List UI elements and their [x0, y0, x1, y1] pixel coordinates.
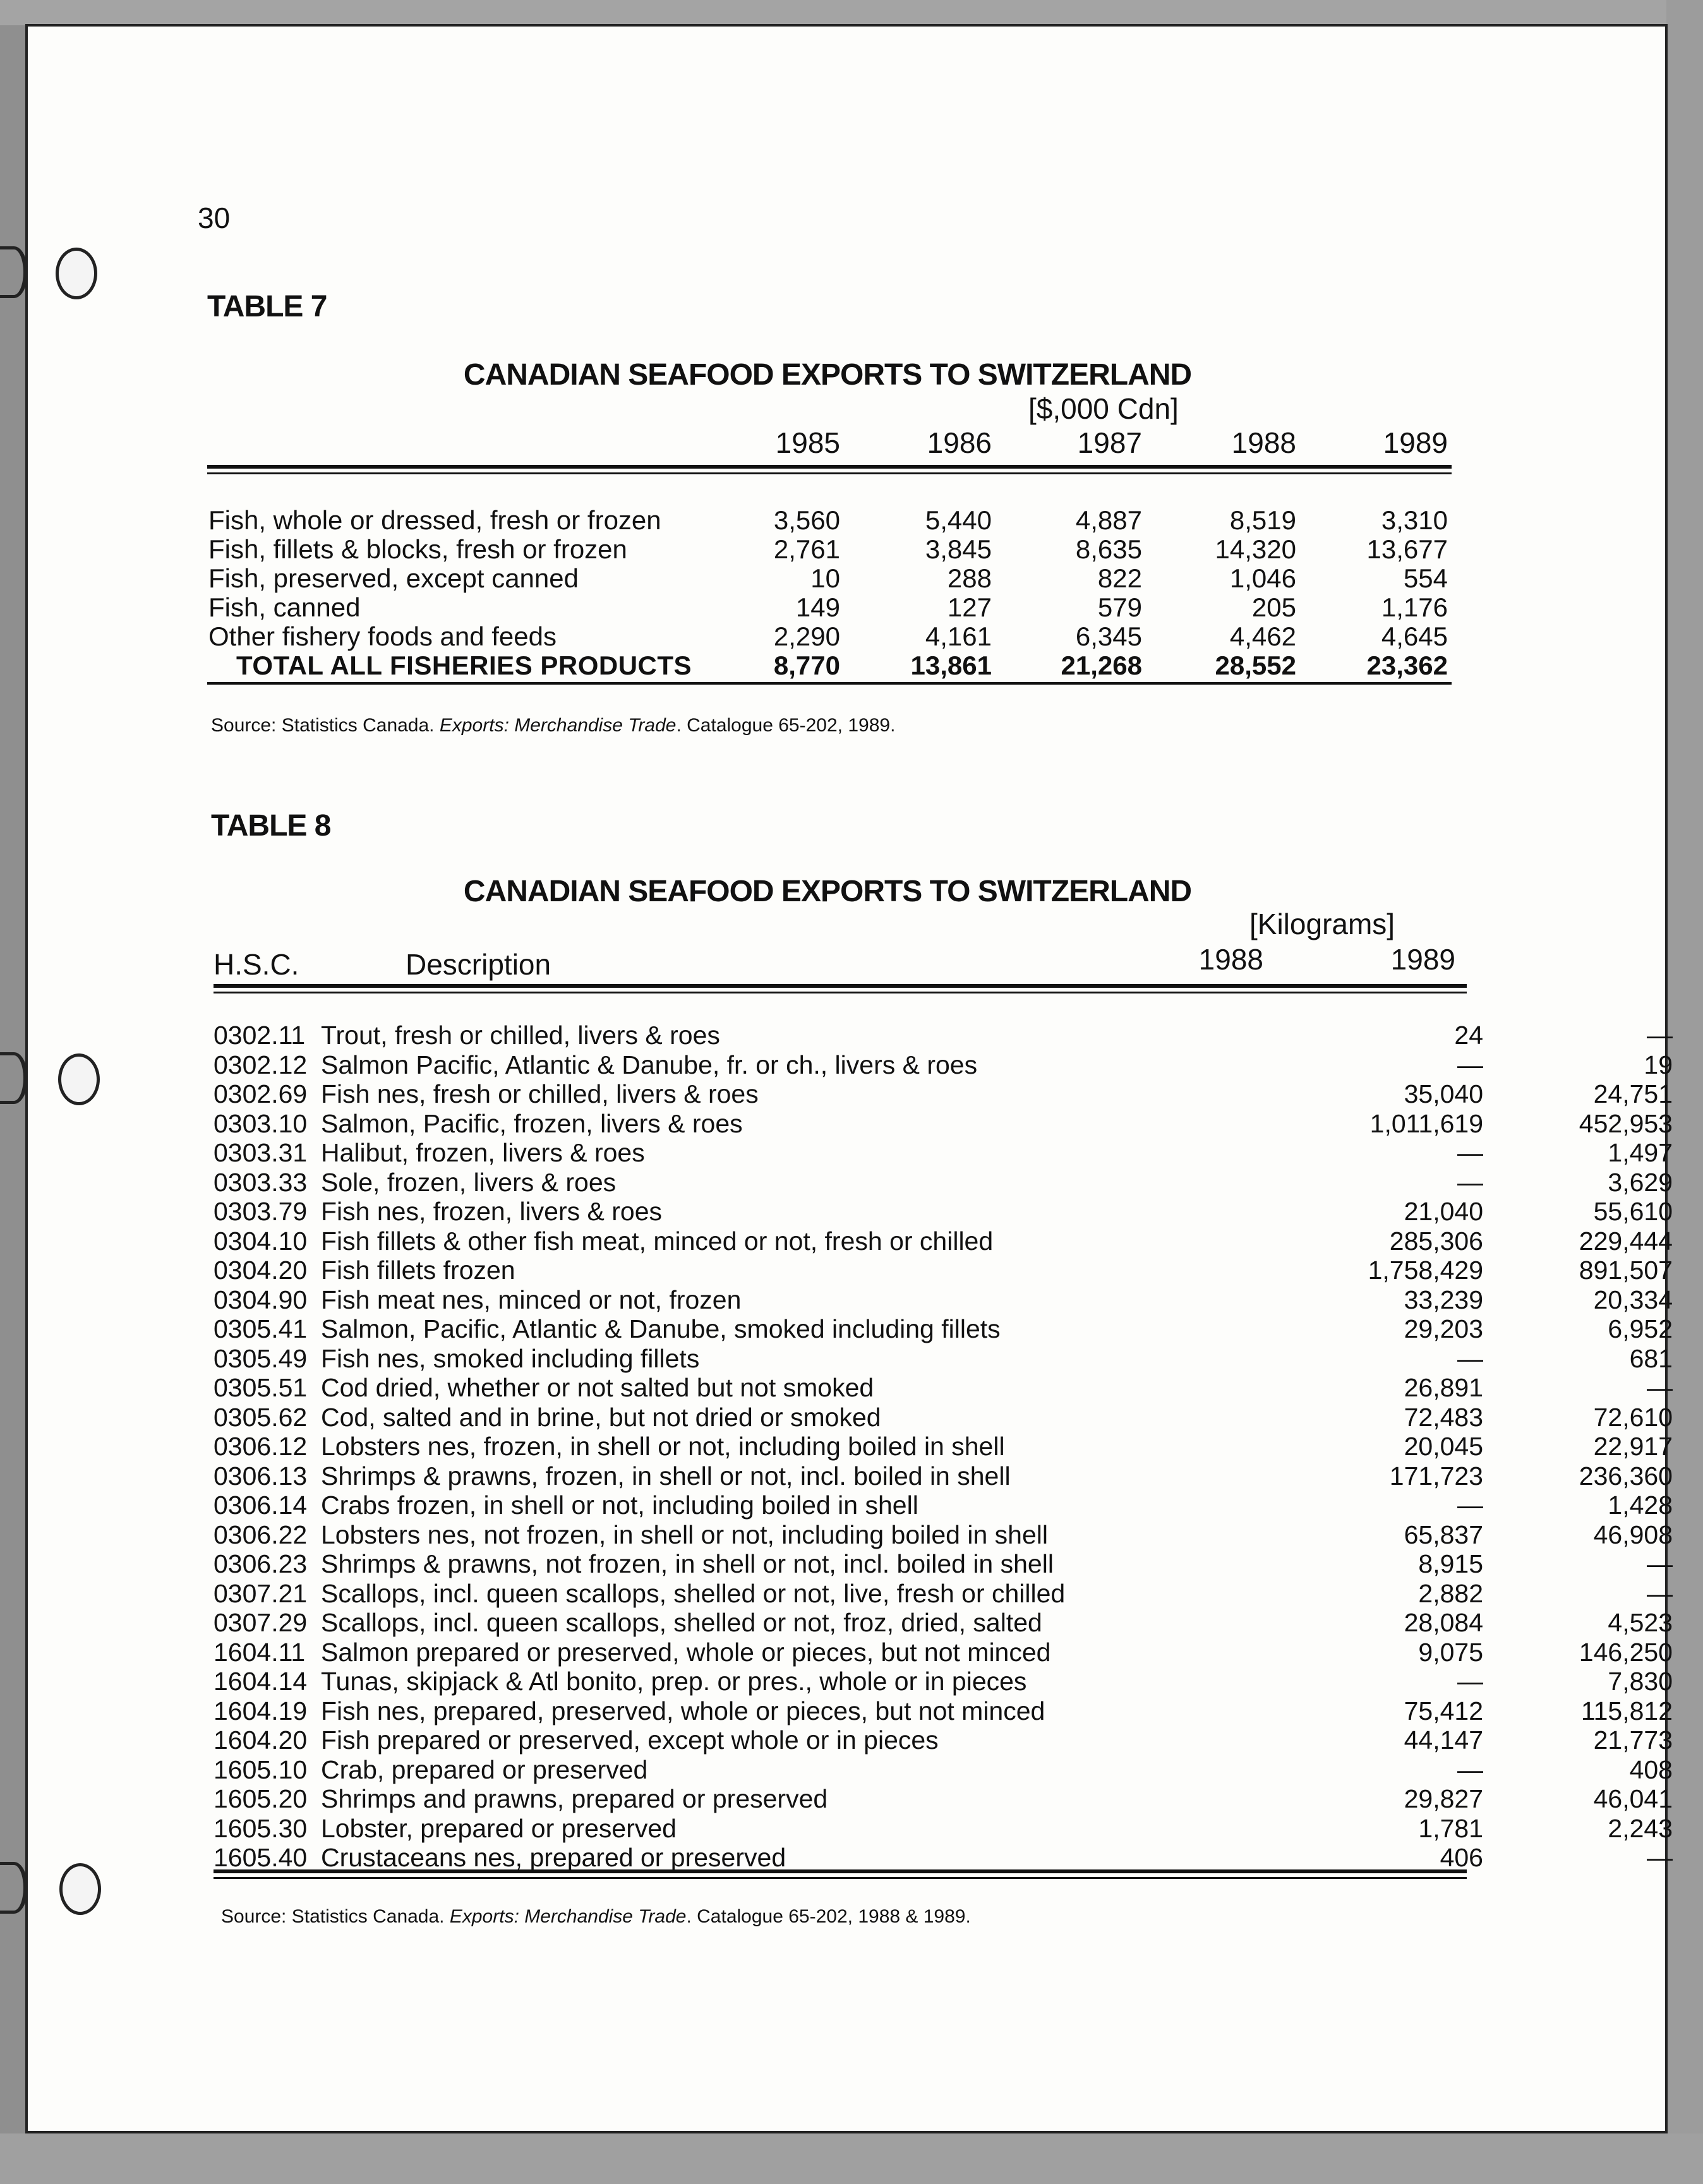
cell-value-1989: — [1647, 1373, 1673, 1402]
row-label: Fish, fillets & blocks, fresh or frozen [208, 534, 627, 564]
description: Salmon Pacific, Atlantic & Danube, fr. or ch., livers & roes [321, 1050, 978, 1079]
row-label: Fish, canned [208, 592, 361, 622]
cell-value: 4,645 [1381, 621, 1448, 651]
cell-value: 127 [947, 592, 992, 622]
description: Lobsters nes, not frozen, in shell or not, including boiled in shell [321, 1520, 1048, 1549]
table-row [214, 1373, 1673, 1402]
table-row [214, 1608, 1673, 1637]
cell-value-1989: 115,812 [1580, 1696, 1673, 1725]
cell-value-1989: 1,497 [1608, 1138, 1673, 1167]
cell-value: 14,320 [1215, 534, 1296, 564]
hsc-code: 0303.10 [214, 1108, 308, 1138]
column-header-hsc: H.S.C. [214, 948, 299, 981]
table-row [208, 505, 1459, 534]
cell-value-1989: 1,428 [1608, 1491, 1673, 1520]
cell-value: 149 [795, 592, 840, 622]
row-label: Other fishery foods and feeds [208, 621, 557, 651]
source-text: Source: Statistics Canada. [211, 715, 440, 736]
table-row [214, 1784, 1673, 1813]
table-7-year-header: 1985 [775, 426, 840, 459]
table-row [214, 1667, 1673, 1696]
table-row [214, 1197, 1673, 1226]
page-number: 30 [198, 201, 231, 234]
binder-hole-icon [0, 1052, 28, 1104]
cell-value: 288 [947, 563, 992, 593]
cell-value: 4,462 [1229, 621, 1296, 651]
cell-value-1989: — [1647, 1549, 1673, 1578]
hsc-code: 0302.69 [214, 1079, 308, 1108]
description: Crab, prepared or preserved [321, 1755, 648, 1784]
cell-value-1988: — [1457, 1167, 1483, 1197]
description: Fish prepared or preserved, except whole or in pieces [321, 1725, 939, 1755]
cell-value-1989: 19 [1644, 1050, 1673, 1079]
cell-value-1988: 2,882 [1418, 1578, 1483, 1608]
cell-value: 2,290 [773, 621, 840, 651]
hsc-code: 0306.13 [214, 1461, 308, 1491]
hsc-code: 0304.10 [214, 1226, 308, 1256]
binder-hole-icon [58, 1053, 100, 1105]
cell-value: 2,761 [773, 534, 840, 564]
cell-value-1989: 681 [1629, 1343, 1673, 1373]
description: Cod dried, whether or not salted but not smoked [321, 1373, 874, 1402]
hsc-code: 0302.12 [214, 1050, 308, 1079]
table-7-unit: [$,000 Cdn] [1028, 392, 1179, 425]
description: Fish fillets & other fish meat, minced or not, fresh or chilled [321, 1226, 994, 1256]
cell-value: 10 [810, 563, 840, 593]
cell-value: 1,046 [1229, 563, 1296, 593]
cell-value-1989: 891,507 [1579, 1256, 1673, 1285]
table-row [214, 1637, 1673, 1667]
hsc-code: 0306.23 [214, 1549, 308, 1578]
table-row [214, 1578, 1673, 1608]
source-text: Source: Statistics Canada. [221, 1906, 450, 1927]
hsc-code: 1604.19 [214, 1696, 308, 1725]
hsc-code: 0305.62 [214, 1402, 308, 1432]
description: Fish fillets frozen [321, 1256, 515, 1285]
scan-border-bottom [0, 2133, 1703, 2184]
cell-value-1989: 229,444 [1579, 1226, 1673, 1256]
description: Salmon, Pacific, frozen, livers & roes [321, 1108, 743, 1138]
cell-value-1989: 22,917 [1593, 1432, 1673, 1461]
hsc-code: 0303.31 [214, 1138, 308, 1167]
description: Shrimps and prawns, prepared or preserved [321, 1784, 828, 1813]
table-8-source [221, 1906, 971, 1928]
total-label: TOTAL ALL FISHERIES PRODUCTS [236, 651, 692, 680]
table-row [214, 1079, 1673, 1108]
hsc-code: 0306.12 [214, 1432, 308, 1461]
hsc-code: 1604.11 [214, 1637, 306, 1667]
table-7-header-rule [207, 465, 1452, 474]
hsc-code: 1605.20 [214, 1784, 308, 1813]
cell-value-1988: 285,306 [1389, 1226, 1483, 1256]
source-publication: Exports: Merchandise Trade [439, 715, 677, 736]
description: Crabs frozen, in shell or not, including boiled in shell [321, 1491, 918, 1520]
hsc-code: 0304.20 [214, 1256, 308, 1285]
cell-value-1989: 146,250 [1579, 1637, 1673, 1667]
description: Lobster, prepared or preserved [321, 1813, 677, 1843]
cell-value-1988: 1,011,619 [1369, 1108, 1483, 1138]
cell-value-1988: 44,147 [1404, 1725, 1483, 1755]
cell-value: 13,677 [1366, 534, 1448, 564]
table-row [214, 1432, 1673, 1461]
cell-value-1988: 35,040 [1404, 1079, 1483, 1108]
table-row [214, 1285, 1673, 1314]
table-7-label: TABLE 7 [207, 290, 327, 323]
cell-value-1988: — [1457, 1755, 1483, 1784]
cell-value-1988: — [1457, 1343, 1483, 1373]
hsc-code: 0305.49 [214, 1343, 308, 1373]
table-row [208, 534, 1459, 563]
table-total-row [208, 651, 1459, 680]
cell-value-1989: — [1647, 1843, 1673, 1872]
table-row [214, 1549, 1673, 1578]
cell-value-1989: — [1647, 1578, 1673, 1608]
cell-value-1989: 452,953 [1579, 1108, 1673, 1138]
cell-value: 3,560 [773, 505, 840, 535]
table-row [214, 1725, 1673, 1755]
table-row [214, 1256, 1673, 1285]
source-text: . Catalogue 65-202, 1989. [676, 715, 896, 736]
cell-value-1988: 26,891 [1404, 1373, 1483, 1402]
total-value: 13,861 [910, 651, 992, 680]
hsc-code: 1604.14 [214, 1667, 308, 1696]
cell-value-1988: 33,239 [1404, 1285, 1483, 1314]
cell-value-1989: 4,523 [1608, 1608, 1673, 1637]
cell-value: 8,635 [1075, 534, 1142, 564]
cell-value-1988: 29,827 [1404, 1784, 1483, 1813]
binder-hole-icon [56, 248, 97, 299]
table-row [214, 1696, 1673, 1725]
table-row [208, 592, 1459, 621]
cell-value-1989: 46,908 [1593, 1520, 1673, 1549]
cell-value-1988: — [1457, 1138, 1483, 1167]
table-row [214, 1226, 1673, 1256]
hsc-code: 1605.40 [214, 1843, 308, 1872]
cell-value-1988: 75,412 [1404, 1696, 1483, 1725]
cell-value-1988: 72,483 [1404, 1402, 1483, 1432]
cell-value: 8,519 [1229, 505, 1296, 535]
table-row [214, 1813, 1673, 1843]
description: Fish nes, smoked including fillets [321, 1343, 700, 1373]
table-row [208, 621, 1459, 651]
cell-value-1988: 1,758,429 [1368, 1256, 1483, 1285]
table-7-year-header: 1986 [927, 426, 992, 459]
hsc-code: 1604.20 [214, 1725, 308, 1755]
cell-value-1989: 55,610 [1593, 1197, 1673, 1226]
table-row [214, 1461, 1673, 1491]
cell-value-1989: 20,334 [1593, 1285, 1673, 1314]
table-row [214, 1491, 1673, 1520]
description: Shrimps & prawns, frozen, in shell or not, incl. boiled in shell [321, 1461, 1011, 1491]
cell-value-1988: — [1457, 1491, 1483, 1520]
cell-value-1988: 9,075 [1418, 1637, 1483, 1667]
description: Shrimps & prawns, not frozen, in shell or not, incl. boiled in shell [321, 1549, 1054, 1578]
column-header-year: 1989 [1390, 943, 1455, 976]
cell-value-1988: 171,723 [1389, 1461, 1483, 1491]
cell-value-1989: 72,610 [1593, 1402, 1673, 1432]
total-value: 23,362 [1366, 651, 1448, 680]
description: Halibut, frozen, livers & roes [321, 1138, 645, 1167]
description: Salmon prepared or preserved, whole or pieces, but not minced [321, 1637, 1051, 1667]
source-text: . Catalogue 65-202, 1988 & 1989. [686, 1906, 971, 1927]
binder-hole-icon [0, 1862, 28, 1914]
table-8-title: CANADIAN SEAFOOD EXPORTS TO SWITZERLAND [463, 875, 1192, 908]
cell-value-1988: 1,781 [1418, 1813, 1483, 1843]
description: Scallops, incl. queen scallops, shelled or not, froz, dried, salted [321, 1608, 1042, 1637]
table-7-source [211, 715, 895, 736]
hsc-code: 0306.22 [214, 1520, 308, 1549]
table-row [214, 1343, 1673, 1373]
table-7-title: CANADIAN SEAFOOD EXPORTS TO SWITZERLAND [463, 358, 1192, 392]
description: Tunas, skipjack & Atl bonito, prep. or pres., whole or in pieces [321, 1667, 1027, 1696]
cell-value-1989: 21,773 [1593, 1725, 1673, 1755]
cell-value-1988: 24 [1454, 1021, 1483, 1050]
table-7-year-header: 1989 [1383, 426, 1448, 459]
table-7-bottom-rule [207, 682, 1452, 685]
table-8-header-rule [214, 984, 1467, 993]
total-value: 8,770 [773, 651, 840, 680]
hsc-code: 0305.51 [214, 1373, 308, 1402]
table-7-year-header: 1988 [1231, 426, 1296, 459]
description: Fish nes, fresh or chilled, livers & roes [321, 1079, 759, 1108]
description: Scallops, incl. queen scallops, shelled or not, live, fresh or chilled [321, 1578, 1066, 1608]
cell-value-1989: 24,751 [1593, 1079, 1673, 1108]
table-row [214, 1021, 1673, 1050]
description: Fish nes, frozen, livers & roes [321, 1197, 663, 1226]
hsc-code: 1605.10 [214, 1755, 308, 1784]
description: Salmon, Pacific, Atlantic & Danube, smoked including fillets [321, 1314, 1001, 1343]
hsc-code: 0305.41 [214, 1314, 308, 1343]
table-row [214, 1050, 1673, 1079]
cell-value-1988: 21,040 [1404, 1197, 1483, 1226]
hsc-code: 0306.14 [214, 1491, 308, 1520]
cell-value-1989: 2,243 [1608, 1813, 1673, 1843]
cell-value: 1,176 [1381, 592, 1448, 622]
table-row [208, 563, 1459, 592]
hsc-code: 0303.33 [214, 1167, 308, 1197]
cell-value-1988: 8,915 [1418, 1549, 1483, 1578]
description: Fish nes, prepared, preserved, whole or pieces, but not minced [321, 1696, 1045, 1725]
binder-hole-icon [59, 1863, 101, 1915]
hsc-code: 0307.21 [214, 1578, 308, 1608]
description: Crustaceans nes, prepared or preserved [321, 1843, 786, 1872]
table-row [214, 1138, 1673, 1167]
description: Lobsters nes, frozen, in shell or not, including boiled in shell [321, 1432, 1005, 1461]
cell-value: 822 [1097, 563, 1142, 593]
cell-value-1988: — [1457, 1667, 1483, 1696]
table-row [214, 1314, 1673, 1343]
description: Cod, salted and in brine, but not dried or smoked [321, 1402, 881, 1432]
hsc-code: 0302.11 [214, 1021, 306, 1050]
cell-value: 6,345 [1075, 621, 1142, 651]
cell-value: 3,845 [925, 534, 992, 564]
hsc-code: 0307.29 [214, 1608, 308, 1637]
description: Fish meat nes, minced or not, frozen [321, 1285, 742, 1314]
cell-value-1989: — [1647, 1021, 1673, 1050]
total-value: 28,552 [1215, 651, 1296, 680]
cell-value-1989: 3,629 [1608, 1167, 1673, 1197]
cell-value: 554 [1403, 563, 1448, 593]
hsc-code: 0304.90 [214, 1285, 308, 1314]
cell-value-1989: 46,041 [1593, 1784, 1673, 1813]
description: Sole, frozen, livers & roes [321, 1167, 617, 1197]
cell-value-1989: 6,952 [1608, 1314, 1673, 1343]
hsc-code: 0303.79 [214, 1197, 308, 1226]
row-label: Fish, whole or dressed, fresh or frozen [208, 505, 661, 535]
cell-value-1988: 20,045 [1404, 1432, 1483, 1461]
total-value: 21,268 [1061, 651, 1142, 680]
table-row [214, 1755, 1673, 1784]
cell-value: 579 [1097, 592, 1142, 622]
binder-hole-icon [0, 246, 28, 298]
cell-value: 4,161 [925, 621, 992, 651]
cell-value-1989: 408 [1629, 1755, 1673, 1784]
table-row [214, 1108, 1673, 1138]
cell-value: 3,310 [1381, 505, 1448, 535]
table-8-unit: [Kilograms] [1249, 908, 1395, 940]
scan-border-top [0, 0, 1703, 25]
cell-value-1988: 406 [1440, 1843, 1483, 1872]
cell-value-1988: 65,837 [1404, 1520, 1483, 1549]
table-row [214, 1520, 1673, 1549]
description: Trout, fresh or chilled, livers & roes [321, 1021, 720, 1050]
source-publication: Exports: Merchandise Trade [449, 1906, 687, 1927]
table-7-year-header: 1987 [1077, 426, 1142, 459]
column-header-year: 1988 [1198, 943, 1263, 976]
table-row [214, 1402, 1673, 1432]
column-header-description: Description [406, 948, 551, 981]
table-row [214, 1167, 1673, 1197]
cell-value-1988: 28,084 [1404, 1608, 1483, 1637]
hsc-code: 1605.30 [214, 1813, 308, 1843]
cell-value-1988: 29,203 [1404, 1314, 1483, 1343]
table-8-label: TABLE 8 [211, 809, 331, 843]
table-8-bottom-rule [214, 1869, 1467, 1879]
cell-value: 205 [1251, 592, 1296, 622]
cell-value-1988: — [1457, 1050, 1483, 1079]
table-row [214, 1843, 1673, 1872]
cell-value-1989: 236,360 [1579, 1461, 1673, 1491]
cell-value: 5,440 [925, 505, 992, 535]
row-label: Fish, preserved, except canned [208, 563, 579, 593]
cell-value-1989: 7,830 [1608, 1667, 1673, 1696]
cell-value: 4,887 [1075, 505, 1142, 535]
